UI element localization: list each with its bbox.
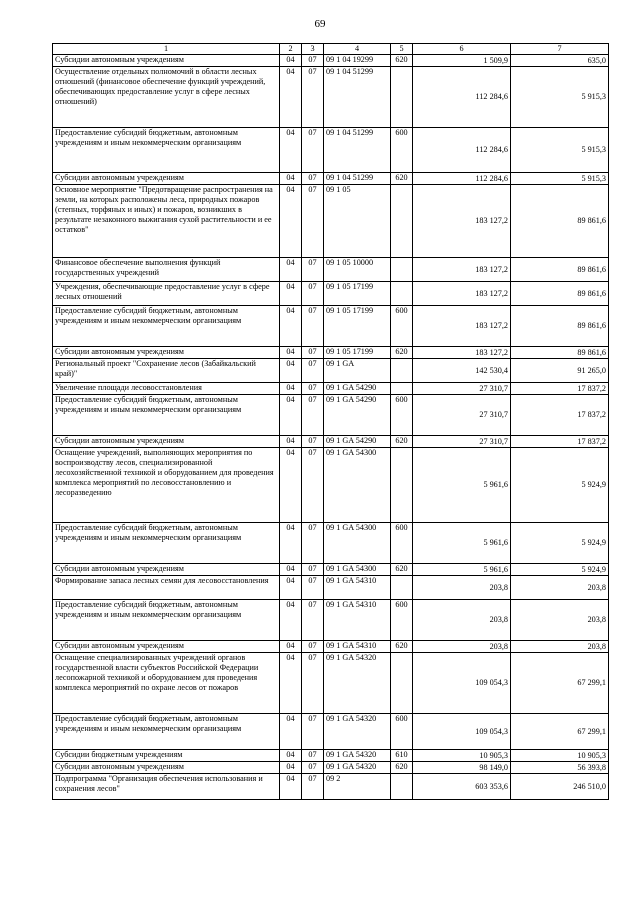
row-name-cell: Предоставление субсидий бюджетным, автономным учреждениям и иным некоммерческим организациям — [53, 600, 280, 641]
row-name-cell: Осуществление отдельных полномочий в области лесных отношений (финансовое обеспечение функций учреждений, обеспечивающих предоставление услуг в сфере лесных отношений) — [53, 67, 280, 128]
amount-col7-cell: 17 837,2 — [511, 436, 609, 448]
amount-col6-cell: 5 961,6 — [413, 523, 511, 564]
amount-col7-cell: 89 861,6 — [511, 306, 609, 347]
section-code-cell: 04 — [280, 762, 302, 774]
subsection-code-cell: 07 — [302, 128, 324, 173]
table-row — [53, 173, 609, 185]
section-code-cell: 04 — [280, 774, 302, 800]
subsection-code-cell: 07 — [302, 576, 324, 600]
expense-type-cell: 610 — [391, 750, 413, 762]
target-article-cell: 09 1 05 10000 — [324, 258, 391, 282]
table-row — [53, 383, 609, 395]
table-row — [53, 576, 609, 600]
section-code-cell: 04 — [280, 714, 302, 750]
amount-col6-cell: 5 961,6 — [413, 448, 511, 523]
subsection-code-cell: 07 — [302, 282, 324, 306]
target-article-cell: 09 1 GA — [324, 359, 391, 383]
target-article-cell: 09 1 05 — [324, 185, 391, 258]
row-name-cell: Субсидии автономным учреждениям — [53, 564, 280, 576]
subsection-code-cell: 07 — [302, 653, 324, 714]
subsection-code-cell: 07 — [302, 306, 324, 347]
section-code-cell: 04 — [280, 258, 302, 282]
table-row — [53, 359, 609, 383]
section-code-cell: 04 — [280, 128, 302, 173]
target-article-cell: 09 1 04 51299 — [324, 173, 391, 185]
table-row — [53, 641, 609, 653]
budget-table — [52, 43, 609, 800]
expense-type-cell: 620 — [391, 564, 413, 576]
section-code-cell: 04 — [280, 395, 302, 436]
header-cell: 4 — [324, 44, 391, 55]
subsection-code-cell: 07 — [302, 523, 324, 564]
expense-type-cell — [391, 282, 413, 306]
row-name-cell: Увеличение площади лесовосстановления — [53, 383, 280, 395]
expense-type-cell — [391, 185, 413, 258]
section-code-cell: 04 — [280, 448, 302, 523]
target-article-cell: 09 1 GA 54300 — [324, 564, 391, 576]
section-code-cell: 04 — [280, 383, 302, 395]
header-cell: 1 — [53, 44, 280, 55]
table-row — [53, 564, 609, 576]
amount-col6-cell: 112 284,6 — [413, 173, 511, 185]
page-number: 69 — [314, 18, 326, 30]
target-article-cell: 09 1 GA 54300 — [324, 448, 391, 523]
table-row — [53, 258, 609, 282]
subsection-code-cell: 07 — [302, 774, 324, 800]
subsection-code-cell: 07 — [302, 55, 324, 67]
target-article-cell: 09 1 GA 54320 — [324, 762, 391, 774]
target-article-cell: 09 1 GA 54320 — [324, 750, 391, 762]
expense-type-cell: 600 — [391, 395, 413, 436]
expense-type-cell: 600 — [391, 306, 413, 347]
expense-type-cell: 620 — [391, 173, 413, 185]
table-row — [53, 347, 609, 359]
expense-type-cell — [391, 383, 413, 395]
row-name-cell: Формирование запаса лесных семян для лесовосстановления — [53, 576, 280, 600]
table-row — [53, 523, 609, 564]
target-article-cell: 09 1 05 17199 — [324, 306, 391, 347]
row-name-cell: Предоставление субсидий бюджетным, автономным учреждениям и иным некоммерческим организациям — [53, 395, 280, 436]
amount-col7-cell: 203,8 — [511, 641, 609, 653]
amount-col6-cell: 27 310,7 — [413, 436, 511, 448]
section-code-cell: 04 — [280, 55, 302, 67]
target-article-cell: 09 1 GA 54290 — [324, 395, 391, 436]
subsection-code-cell: 07 — [302, 762, 324, 774]
header-cell: 7 — [511, 44, 609, 55]
amount-col7-cell: 5 924,9 — [511, 448, 609, 523]
target-article-cell: 09 1 04 19299 — [324, 55, 391, 67]
target-article-cell: 09 1 05 17199 — [324, 282, 391, 306]
table-row — [53, 128, 609, 173]
expense-type-cell — [391, 448, 413, 523]
row-name-cell: Предоставление субсидий бюджетным, автономным учреждениям и иным некоммерческим организациям — [53, 714, 280, 750]
amount-col6-cell: 27 310,7 — [413, 383, 511, 395]
expense-type-cell — [391, 774, 413, 800]
expense-type-cell: 600 — [391, 128, 413, 173]
table-row — [53, 306, 609, 347]
amount-col7-cell: 56 393,8 — [511, 762, 609, 774]
row-name-cell: Оснащение специализированных учреждений органов государственной власти субъектов Российской Федерации лесопожарной техникой и оборудованием для проведения комплекса мероприятий по охране лесов от пожаров — [53, 653, 280, 714]
target-article-cell: 09 1 GA 54310 — [324, 600, 391, 641]
subsection-code-cell: 07 — [302, 185, 324, 258]
table-row — [53, 774, 609, 800]
amount-col7-cell: 5 924,9 — [511, 564, 609, 576]
amount-col7-cell: 89 861,6 — [511, 185, 609, 258]
amount-col6-cell: 183 127,2 — [413, 306, 511, 347]
amount-col7-cell: 17 837,2 — [511, 395, 609, 436]
target-article-cell: 09 1 GA 54290 — [324, 436, 391, 448]
expense-type-cell — [391, 653, 413, 714]
row-name-cell: Региональный проект "Сохранение лесов (Забайкальский край)" — [53, 359, 280, 383]
table-row — [53, 600, 609, 641]
row-name-cell: Предоставление субсидий бюджетным, автономным учреждениям и иным некоммерческим организациям — [53, 306, 280, 347]
row-name-cell: Субсидии автономным учреждениям — [53, 762, 280, 774]
subsection-code-cell: 07 — [302, 173, 324, 185]
amount-col6-cell: 109 054,3 — [413, 653, 511, 714]
section-code-cell: 04 — [280, 306, 302, 347]
row-name-cell: Подпрограмма "Организация обеспечения использования и сохранения лесов" — [53, 774, 280, 800]
subsection-code-cell: 07 — [302, 641, 324, 653]
section-code-cell: 04 — [280, 67, 302, 128]
expense-type-cell — [391, 67, 413, 128]
section-code-cell: 04 — [280, 185, 302, 258]
amount-col6-cell: 183 127,2 — [413, 282, 511, 306]
amount-col7-cell: 67 299,1 — [511, 653, 609, 714]
amount-col6-cell: 10 905,3 — [413, 750, 511, 762]
amount-col7-cell: 5 915,3 — [511, 173, 609, 185]
subsection-code-cell: 07 — [302, 67, 324, 128]
amount-col6-cell: 98 149,0 — [413, 762, 511, 774]
target-article-cell: 09 1 GA 54300 — [324, 523, 391, 564]
amount-col6-cell: 183 127,2 — [413, 185, 511, 258]
row-name-cell: Основное мероприятие "Предотвращение распространения на земли, на которых расположены леса, природных пожаров (степных, торфяных и иных) и пожаров, возникших в результате незаконного выжигания сухой растительности и ее остатков" — [53, 185, 280, 258]
subsection-code-cell: 07 — [302, 359, 324, 383]
subsection-code-cell: 07 — [302, 383, 324, 395]
section-code-cell: 04 — [280, 641, 302, 653]
table-row — [53, 55, 609, 67]
row-name-cell: Субсидии бюджетным учреждениям — [53, 750, 280, 762]
amount-col6-cell: 112 284,6 — [413, 67, 511, 128]
section-code-cell: 04 — [280, 523, 302, 564]
expense-type-cell: 600 — [391, 714, 413, 750]
row-name-cell: Оснащение учреждений, выполняющих мероприятия по воспроизводству лесов, специализированной лесохозяйственной техникой и оборудованием для проведения комплекса мероприятий по лесовосстановлению и лесоразведению — [53, 448, 280, 523]
row-name-cell: Предоставление субсидий бюджетным, автономным учреждениям и иным некоммерческим организациям — [53, 523, 280, 564]
section-code-cell: 04 — [280, 600, 302, 641]
row-name-cell: Субсидии автономным учреждениям — [53, 173, 280, 185]
subsection-code-cell: 07 — [302, 395, 324, 436]
target-article-cell: 09 1 GA 54290 — [324, 383, 391, 395]
section-code-cell: 04 — [280, 564, 302, 576]
amount-col7-cell: 67 299,1 — [511, 714, 609, 750]
amount-col6-cell: 603 353,6 — [413, 774, 511, 800]
amount-col6-cell: 27 310,7 — [413, 395, 511, 436]
amount-col7-cell: 5 915,3 — [511, 128, 609, 173]
expense-type-cell — [391, 359, 413, 383]
table-row — [53, 653, 609, 714]
target-article-cell: 09 1 05 17199 — [324, 347, 391, 359]
table-row — [53, 185, 609, 258]
amount-col7-cell: 89 861,6 — [511, 258, 609, 282]
expense-type-cell: 620 — [391, 762, 413, 774]
table-row — [53, 448, 609, 523]
header-cell: 5 — [391, 44, 413, 55]
amount-col6-cell: 203,8 — [413, 576, 511, 600]
expense-type-cell: 600 — [391, 523, 413, 564]
expense-type-cell — [391, 258, 413, 282]
expense-type-cell: 620 — [391, 436, 413, 448]
table-header-row — [53, 44, 609, 55]
amount-col7-cell: 635,0 — [511, 55, 609, 67]
section-code-cell: 04 — [280, 359, 302, 383]
target-article-cell: 09 1 GA 54310 — [324, 576, 391, 600]
amount-col7-cell: 5 915,3 — [511, 67, 609, 128]
target-article-cell: 09 2 — [324, 774, 391, 800]
amount-col6-cell: 142 530,4 — [413, 359, 511, 383]
amount-col7-cell: 91 265,0 — [511, 359, 609, 383]
expense-type-cell — [391, 576, 413, 600]
amount-col6-cell: 203,8 — [413, 600, 511, 641]
amount-col7-cell: 89 861,6 — [511, 282, 609, 306]
table-row — [53, 436, 609, 448]
table-row — [53, 714, 609, 750]
subsection-code-cell: 07 — [302, 448, 324, 523]
expense-type-cell: 620 — [391, 641, 413, 653]
table-row — [53, 282, 609, 306]
table-row — [53, 395, 609, 436]
subsection-code-cell: 07 — [302, 436, 324, 448]
subsection-code-cell: 07 — [302, 714, 324, 750]
subsection-code-cell: 07 — [302, 750, 324, 762]
amount-col6-cell: 183 127,2 — [413, 347, 511, 359]
row-name-cell: Учреждения, обеспечивающие предоставление услуг в сфере лесных отношений — [53, 282, 280, 306]
header-cell: 3 — [302, 44, 324, 55]
target-article-cell: 09 1 GA 54320 — [324, 714, 391, 750]
expense-type-cell: 620 — [391, 55, 413, 67]
header-cell: 2 — [280, 44, 302, 55]
subsection-code-cell: 07 — [302, 564, 324, 576]
header-cell: 6 — [413, 44, 511, 55]
amount-col7-cell: 5 924,9 — [511, 523, 609, 564]
amount-col6-cell: 112 284,6 — [413, 128, 511, 173]
amount-col6-cell: 183 127,2 — [413, 258, 511, 282]
amount-col6-cell: 1 509,9 — [413, 55, 511, 67]
row-name-cell: Субсидии автономным учреждениям — [53, 347, 280, 359]
section-code-cell: 04 — [280, 750, 302, 762]
amount-col6-cell: 203,8 — [413, 641, 511, 653]
row-name-cell: Предоставление субсидий бюджетным, автономным учреждениям и иным некоммерческим организациям — [53, 128, 280, 173]
expense-type-cell: 620 — [391, 347, 413, 359]
target-article-cell: 09 1 04 51299 — [324, 67, 391, 128]
section-code-cell: 04 — [280, 436, 302, 448]
row-name-cell: Субсидии автономным учреждениям — [53, 641, 280, 653]
subsection-code-cell: 07 — [302, 258, 324, 282]
amount-col7-cell: 203,8 — [511, 600, 609, 641]
section-code-cell: 04 — [280, 282, 302, 306]
target-article-cell: 09 1 04 51299 — [324, 128, 391, 173]
amount-col6-cell: 5 961,6 — [413, 564, 511, 576]
section-code-cell: 04 — [280, 576, 302, 600]
amount-col7-cell: 17 837,2 — [511, 383, 609, 395]
subsection-code-cell: 07 — [302, 347, 324, 359]
row-name-cell: Субсидии автономным учреждениям — [53, 55, 280, 67]
amount-col7-cell: 10 905,3 — [511, 750, 609, 762]
table-row — [53, 67, 609, 128]
subsection-code-cell: 07 — [302, 600, 324, 641]
expense-type-cell: 600 — [391, 600, 413, 641]
amount-col6-cell: 109 054,3 — [413, 714, 511, 750]
table-row — [53, 750, 609, 762]
amount-col7-cell: 203,8 — [511, 576, 609, 600]
section-code-cell: 04 — [280, 173, 302, 185]
section-code-cell: 04 — [280, 347, 302, 359]
amount-col7-cell: 89 861,6 — [511, 347, 609, 359]
table-row — [53, 762, 609, 774]
section-code-cell: 04 — [280, 653, 302, 714]
row-name-cell: Субсидии автономным учреждениям — [53, 436, 280, 448]
row-name-cell: Финансовое обеспечение выполнения функций государственных учреждений — [53, 258, 280, 282]
amount-col7-cell: 246 510,0 — [511, 774, 609, 800]
target-article-cell: 09 1 GA 54320 — [324, 653, 391, 714]
target-article-cell: 09 1 GA 54310 — [324, 641, 391, 653]
